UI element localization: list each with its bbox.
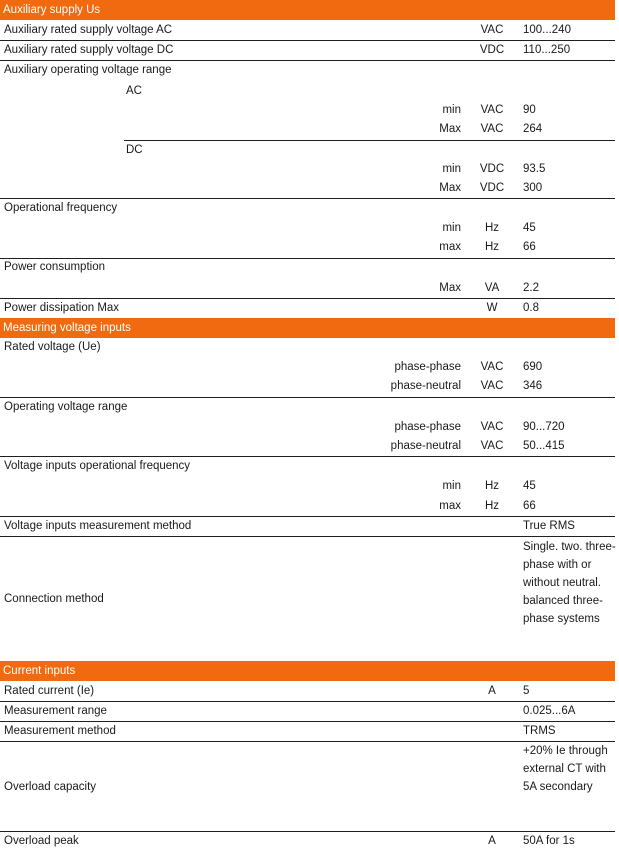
aux-range-dc-min-value: 93.5 [523, 163, 546, 175]
row-divider [0, 516, 615, 517]
aux-range-dc-max-label: Max [439, 182, 461, 194]
aux-range-dc-label: DC [126, 144, 143, 156]
aux-ac-value: 100...240 [523, 24, 571, 36]
curr-rated-label: Rated current (Ie) [4, 685, 95, 697]
section-title: Auxiliary supply Us [3, 4, 101, 16]
row-divider [0, 40, 615, 41]
curr-range-label: Measurement range [4, 705, 107, 717]
aux-range-ac-min-value: 90 [523, 104, 536, 116]
meas-vfreq-min-unit: Hz [484, 480, 500, 492]
meas-vfreq-label: Voltage inputs operational frequency [4, 460, 191, 472]
aux-freq-max-label: max [439, 241, 461, 253]
meas-vfreq-min-label: min [442, 480, 461, 492]
meas-oper-label: Operating voltage range [4, 401, 128, 413]
aux-power-max-label: Max [439, 282, 461, 294]
curr-peak-label: Overload peak [4, 835, 79, 847]
curr-overload-label: Overload capacity [4, 781, 97, 793]
meas-vfreq-max-label: max [439, 500, 461, 512]
meas-rated-pp-label: phase-phase [394, 361, 461, 373]
meas-oper-pp-label: phase-phase [394, 421, 461, 433]
aux-freq-max-unit: Hz [484, 241, 500, 253]
aux-dc-unit: VDC [479, 44, 505, 56]
aux-range-ac-min-label: min [442, 104, 461, 116]
row-divider [0, 536, 615, 537]
meas-method-value: True RMS [523, 520, 575, 532]
aux-freq-min-value: 45 [523, 222, 536, 234]
section-header-auxiliary-supply [0, 0, 615, 20]
section-header-measuring-voltage [0, 318, 615, 338]
aux-freq-max-value: 66 [523, 241, 536, 253]
section-title: Current inputs [3, 665, 76, 677]
row-divider [0, 397, 615, 398]
aux-freq-label: Operational frequency [4, 202, 118, 214]
aux-range-dc-min-unit: VDC [479, 163, 505, 175]
aux-range-ac-min-unit: VAC [480, 104, 504, 116]
section-title: Measuring voltage inputs [3, 322, 131, 334]
aux-dc-value: 110...250 [523, 44, 571, 56]
aux-range-dc-max-value: 300 [523, 182, 543, 194]
aux-range-ac-max-value: 264 [523, 123, 543, 135]
meas-vfreq-min-value: 45 [523, 480, 536, 492]
meas-conn-value: Single. two. three-phase with or without neutral. balanced three-phase systems [523, 541, 616, 625]
curr-method-value: TRMS [523, 725, 556, 737]
row-divider [0, 456, 615, 457]
meas-method-label: Voltage inputs measurement method [4, 520, 192, 532]
aux-diss-value: 0.8 [523, 302, 539, 314]
row-divider [0, 298, 615, 299]
curr-range-value: 0.025...6A [523, 705, 576, 717]
aux-range-label: Auxiliary operating voltage range [4, 64, 172, 76]
meas-rated-pn-label: phase-neutral [390, 380, 461, 392]
meas-oper-pn-value: 50...415 [523, 440, 565, 452]
meas-rated-pn-value: 346 [523, 380, 543, 392]
curr-overload-value: +20% Ie through external CT with 5A secondary [523, 745, 608, 793]
aux-dc-label: Auxiliary rated supply voltage DC [4, 44, 174, 56]
section-header-current-inputs [0, 661, 615, 681]
aux-diss-label: Power dissipation Max [4, 302, 120, 314]
aux-power-value: 2.2 [523, 282, 539, 294]
curr-method-label: Measurement method [4, 725, 116, 737]
meas-oper-pp-unit: VAC [480, 421, 504, 433]
curr-rated-unit: A [488, 685, 496, 697]
aux-freq-min-unit: Hz [484, 222, 500, 234]
meas-oper-pn-unit: VAC [480, 440, 504, 452]
curr-peak-unit: A [488, 835, 496, 847]
meas-oper-pn-label: phase-neutral [390, 440, 461, 452]
row-divider [0, 701, 615, 702]
aux-range-ac-max-unit: VAC [480, 123, 504, 135]
meas-vfreq-max-value: 66 [523, 500, 536, 512]
aux-range-ac-max-label: Max [439, 123, 461, 135]
row-divider [0, 198, 615, 199]
meas-rated-pp-unit: VAC [480, 361, 504, 373]
row-divider [0, 721, 615, 722]
meas-rated-pn-unit: VAC [480, 380, 504, 392]
meas-vfreq-max-unit: Hz [484, 500, 500, 512]
aux-power-unit: VA [484, 282, 500, 294]
aux-power-label: Power consumption [4, 261, 105, 273]
sub-divider [124, 140, 615, 141]
curr-peak-value: 50A for 1s [523, 835, 575, 847]
aux-range-dc-min-label: min [442, 163, 461, 175]
meas-rated-label: Rated voltage (Ue) [4, 341, 101, 353]
aux-freq-min-label: min [442, 222, 461, 234]
row-divider [0, 831, 615, 832]
aux-ac-label: Auxiliary rated supply voltage AC [4, 24, 173, 36]
curr-rated-value: 5 [523, 685, 530, 697]
aux-range-ac-label: AC [126, 85, 142, 97]
aux-diss-unit: W [486, 302, 498, 314]
meas-conn-label: Connection method [4, 593, 104, 605]
aux-ac-unit: VAC [480, 24, 504, 36]
row-divider [0, 258, 615, 259]
meas-rated-pp-value: 690 [523, 361, 543, 373]
meas-oper-pp-value: 90...720 [523, 421, 565, 433]
aux-range-dc-max-unit: VDC [479, 182, 505, 194]
row-divider [0, 60, 615, 61]
